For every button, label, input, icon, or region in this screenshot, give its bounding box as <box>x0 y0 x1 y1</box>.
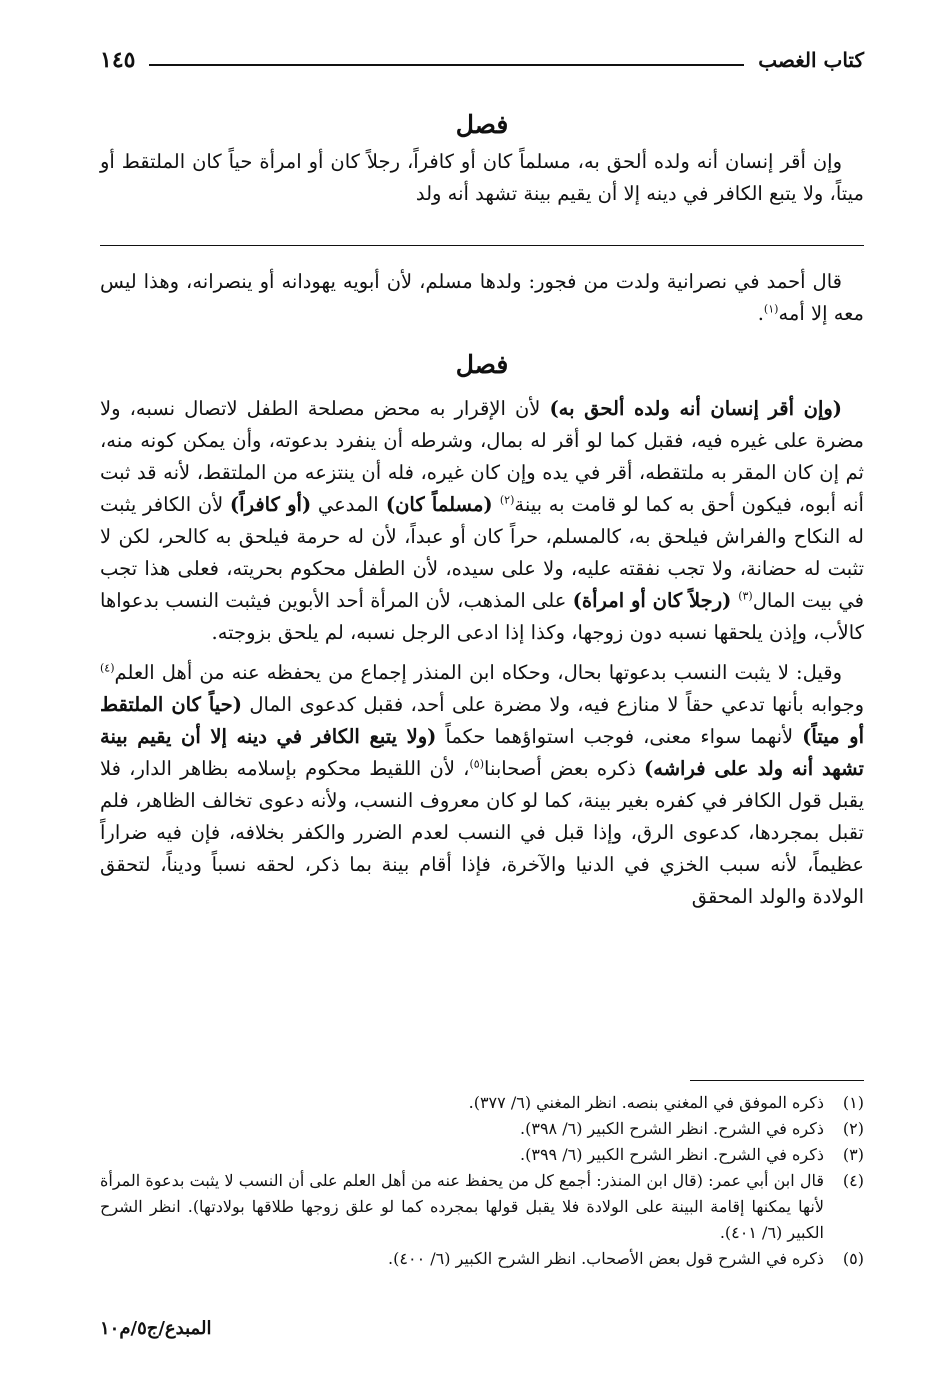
footnote-ref: (٤) <box>100 661 115 675</box>
commentary-text-span: لأن الإقرار به محض مصلحة الطفل لاتصال نسبه، ولا مضرة على غيره فيه، فقبل كما لو أقر له بمال، وشرطه أن ينفرد بدعوته، وأن يمكن كونه منه، ثم إن كان المقر به ملتقطه، أقر في يده وإن كان غيره، فله أن ينتزعه من الملتقط، لأنه قد ثبت أنه أبوه، فيكون أحق به كما لو قامت به بينة <box>100 397 864 516</box>
footnote-separator <box>690 1080 864 1081</box>
header-rule <box>149 64 744 66</box>
commentary-text-span: لأن الكافر يثبت له النكاح والفراش فيلحق به، كالمسلم، حراً كان أو عبداً، لأن له حرمة فيلحق به كالحر، لكن لا تثبت له حضانة، ولا تجب نفقته عليه، ولا على سيده، لأن الطفل محكوم بحريته، فعلى هذا تجب في بيت المال <box>100 493 864 612</box>
prev-section-text <box>100 266 864 330</box>
page-number: ١٤٥ <box>100 47 136 73</box>
footnote-text: ذكره في الشرح قول بعض الأصحاب. انظر الشرح الكبير (٦/ ٤٠٠). <box>388 1249 824 1268</box>
matn-separator <box>100 245 864 246</box>
footnote <box>100 1090 864 1116</box>
prev-paragraph-end: . <box>757 302 764 325</box>
footnote-number: (١) <box>842 1093 864 1112</box>
footnote-ref: (٢) <box>499 493 515 507</box>
footnote-text: قال ابن أبي عمر: (قال ابن المنذر: أجمع كل من يحفظ عنه من أهل العلم على أن النسب لا يثبت بدعوة المرأة لأنها يمكنها إقامة البينة على الولادة فلا يقبل قولها بمجرده كما لو علق زوجها طلاقها بولادتها). انظر الشرح الكبير (٦/ ٤٠١). <box>100 1171 824 1242</box>
footnote-ref: (٥) <box>469 757 484 771</box>
quoted-matn: (حياً كان الملتقط أو ميتاً) <box>100 693 864 748</box>
commentary-text-span: لأنهما سواء معنى، فوجب استواؤهما حكماً <box>436 725 803 748</box>
footnote-number: (٥) <box>842 1249 864 1268</box>
footnote-text: ذكره في الشرح. انظر الشرح الكبير (٦/ ٣٩٩). <box>520 1145 824 1164</box>
printer-signature: المبدع/ج٥/م١٠ <box>100 1318 212 1339</box>
commentary-text-span: وقيل: لا يثبت النسب بدعوتها بحال، وحكاه ابن المنذر إجماع من يحفظه عنه من أهل العلم <box>114 661 842 684</box>
book-title: كتاب الغصب <box>758 48 864 72</box>
commentary-text-span: وجوابه بأنها تدعي حقاً لا منازع فيه، ولا مضرة على أحد، فقبل كدعوى المال <box>241 693 864 716</box>
footnote-number: (٣) <box>842 1145 864 1164</box>
footnotes <box>100 1090 864 1272</box>
commentary-text-span: على المذهب، لأن المرأة أحد الأبوين فيثبت النسب بدعواها كالأب، وإذن يلحقها نسبه دون زوجها، وكذا إذا ادعى الرجل نسبه، لم يلحق بزوجته. <box>100 589 864 644</box>
matn-heading: فصل <box>455 110 509 139</box>
section-heading: فصل <box>455 350 509 379</box>
footnote-ref: (١) <box>763 302 779 316</box>
commentary-text-span: ، لأن اللقيط محكوم بإسلامه بظاهر الدار، فلا يقبل قول الكافر في كفره بغير بينة، كما لو كان معروف النسب، ولأنه دعوى تخالف الظاهر، فلم تقبل بمجردها، كدعوى الرق، وإذا قبل في النسب لعدم الضرر والكفر بخلافه، فإن فيه ضراراً عظيماً، لأنه سبب الخزي في الدنيا والآخرة، فإذا أقام بينة بما ذكر، لحقه نسباً وديناً، لتحقق الولادة والولد المحقق <box>100 757 864 908</box>
commentary-paragraph-2 <box>100 657 864 913</box>
quoted-matn: (ولا يتبع الكافر في دينه إلا أن يقيم بينة تشهد أنه ولد على فراشه) <box>100 725 864 780</box>
prev-paragraph-text: قال أحمد في نصرانية ولدت من فجور: ولدها مسلم، لأن أبويه يهودانه أو ينصرانه، وهذا ليس معه إلا أمه <box>100 270 864 325</box>
quoted-matn: (مسلماً كان) <box>378 493 500 516</box>
footnote-text: ذكره الموفق في المغني بنصه. انظر المغني (٦/ ٣٧٧). <box>468 1093 824 1112</box>
commentary-paragraph-1 <box>100 393 864 649</box>
footnote <box>100 1116 864 1142</box>
matn-paragraph: وإن أقر إنسان أنه ولده ألحق به، مسلماً كان أو كافراً، رجلاً كان أو امرأة حياً كان الملتقط أو ميتاً، ولا يتبع الكافر في دينه إلا أن يقيم بينة تشهد أنه ولد <box>100 150 864 205</box>
prev-paragraph <box>100 266 864 330</box>
commentary-text-span: المدعي <box>311 493 379 516</box>
footnote-number: (٢) <box>842 1119 864 1138</box>
quoted-matn: (رجلاً كان أو امرأة) <box>572 589 739 612</box>
commentary-text-span: ذكره بعض أصحابنا <box>484 757 645 780</box>
footnote <box>100 1168 864 1246</box>
footnote-number: (٤) <box>842 1171 864 1190</box>
footnote-text: ذكره في الشرح. انظر الشرح الكبير (٦/ ٣٩٨). <box>520 1119 824 1138</box>
commentary-text <box>100 393 864 913</box>
quoted-matn: (وإن أقر إنسان أنه ولده ألحق به) <box>549 397 843 420</box>
footnote-ref: (٣) <box>738 589 753 603</box>
matn-text <box>100 146 864 210</box>
quoted-matn: (أو كافراً) <box>229 493 312 516</box>
footnote <box>100 1246 864 1272</box>
page-header <box>100 44 864 76</box>
footnote <box>100 1142 864 1168</box>
